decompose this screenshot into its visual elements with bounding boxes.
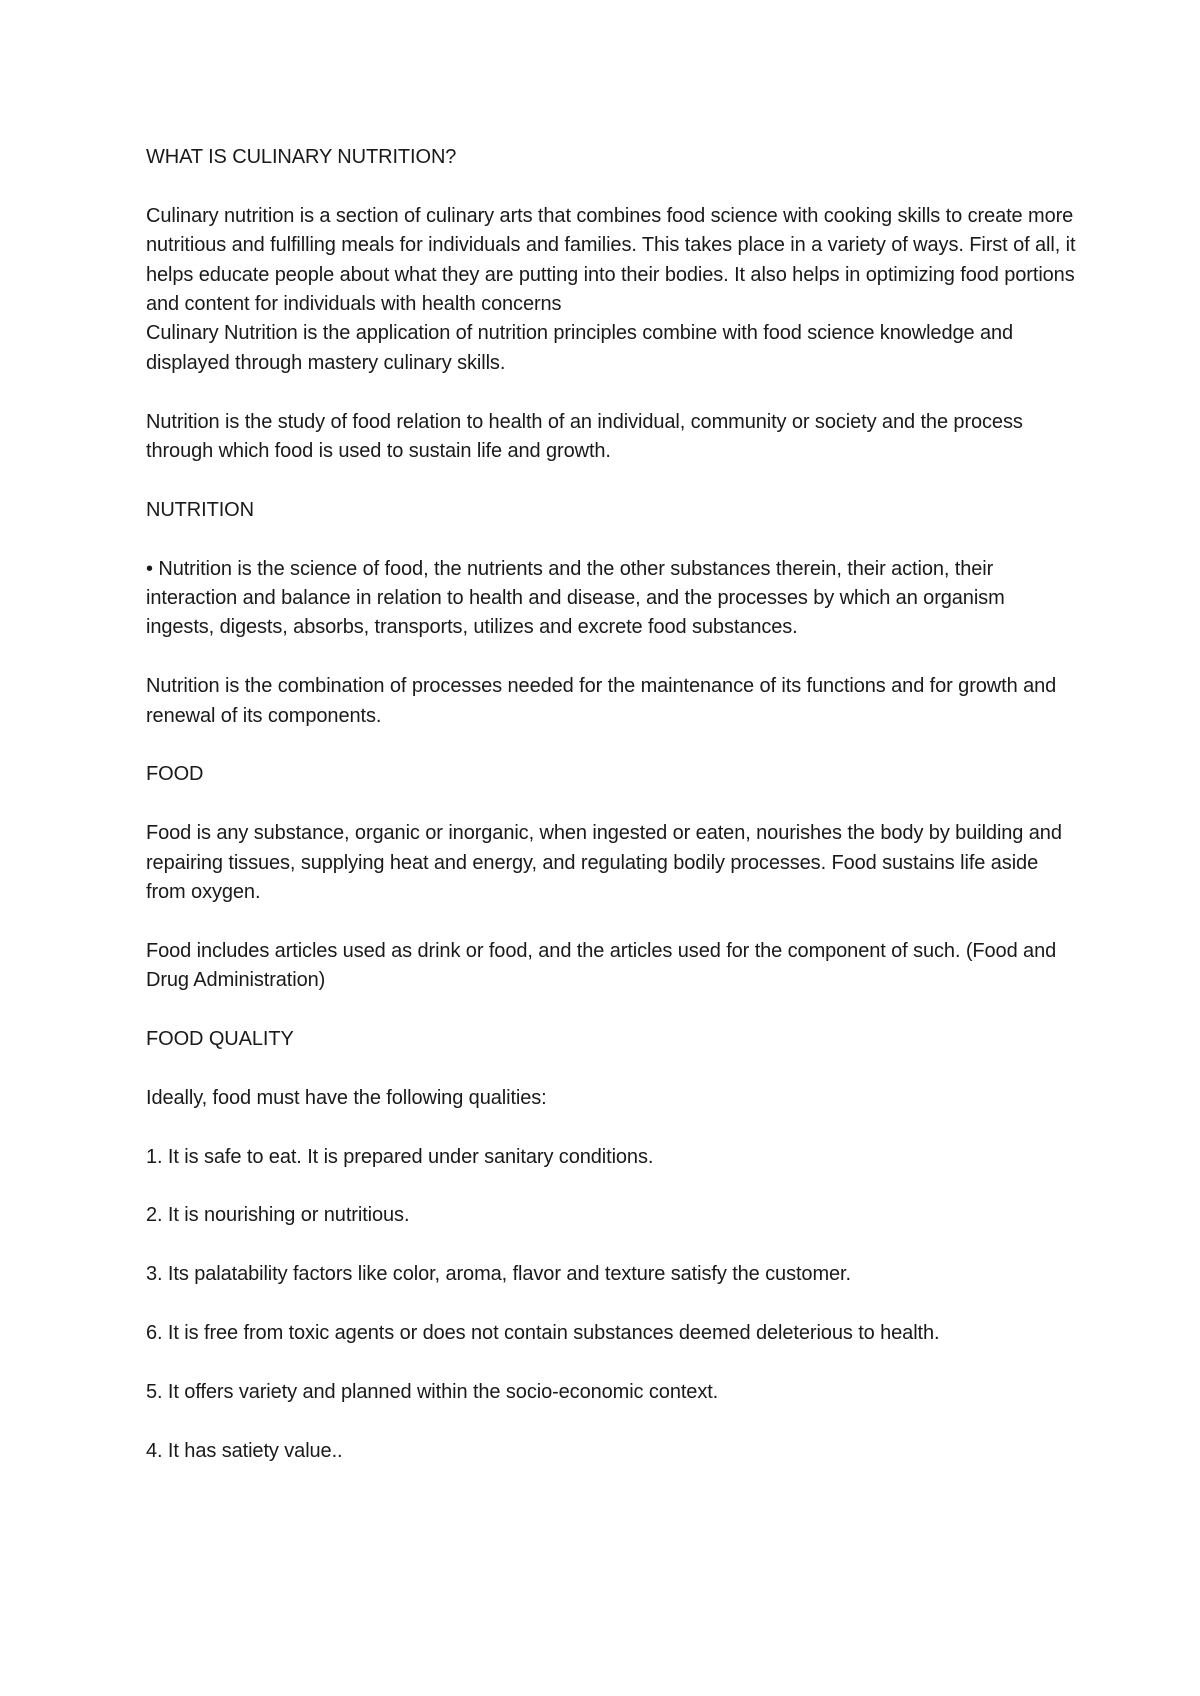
list-item: 3. Its palatability factors like color, aroma, flavor and texture satisfy the customer. — [146, 1263, 851, 1286]
paragraph-culinary-nutrition-intro: Culinary nutrition is a section of culinary arts that combines food science with cooking skills to create more nutritious and fulfilling meals for individuals and families. This takes place in a variety of ways. First of all, it helps educate people about what they are putting into their bodies. It also helps in optimizing food portions and content for individuals with health concerns — [146, 204, 1076, 316]
heading-food: FOOD — [146, 763, 204, 786]
heading-nutrition: NUTRITION — [146, 498, 254, 521]
list-item: 4. It has satiety value.. — [146, 1439, 343, 1462]
list-item: 1. It is safe to eat. It is prepared under sanitary conditions. — [146, 1145, 654, 1168]
paragraph-ideally: Ideally, food must have the following qualities: — [146, 1086, 547, 1109]
paragraph-food-includes: Food includes articles used as drink or food, and the articles used for the component of such. (Food and Drug Administration) — [146, 939, 1057, 992]
heading-what-is-culinary-nutrition: WHAT IS CULINARY NUTRITION? — [146, 146, 457, 168]
paragraph-nutrition-combination: Nutrition is the combination of processes needed for the maintenance of its functions and for growth and renewal of its components. — [146, 675, 1057, 727]
document-page — [146, 143, 1076, 1466]
paragraph-nutrition-bullet: • Nutrition is the science of food, the nutrients and the other substances therein, their action, their interaction and balance in relation to health and disease, and the processes by which an organism ingests, digests, absorbs, transports, utilizes and excrete food substances. — [146, 557, 1005, 639]
list-item: 2. It is nourishing or nutritious. — [146, 1204, 410, 1227]
paragraph-culinary-nutrition-application: Culinary Nutrition is the application of nutrition principles combine with food science knowledge and displayed through mastery culinary skills. — [146, 322, 1014, 374]
list-item: 6. It is free from toxic agents or does not contain substances deemed deleterious to health. — [146, 1322, 940, 1345]
list-item: 5. It offers variety and planned within the socio-economic context. — [146, 1380, 719, 1403]
heading-food-quality: FOOD QUALITY — [146, 1028, 294, 1051]
paragraph-nutrition-study: Nutrition is the study of food relation to health of an individual, community or society and the process through which food is used to sustain life and growth. — [146, 410, 1023, 463]
paragraph-food-definition: Food is any substance, organic or inorganic, when ingested or eaten, nourishes the body by building and repairing tissues, supplying heat and energy, and regulating bodily processes. Food sustains life aside from oxygen. — [146, 822, 1062, 904]
